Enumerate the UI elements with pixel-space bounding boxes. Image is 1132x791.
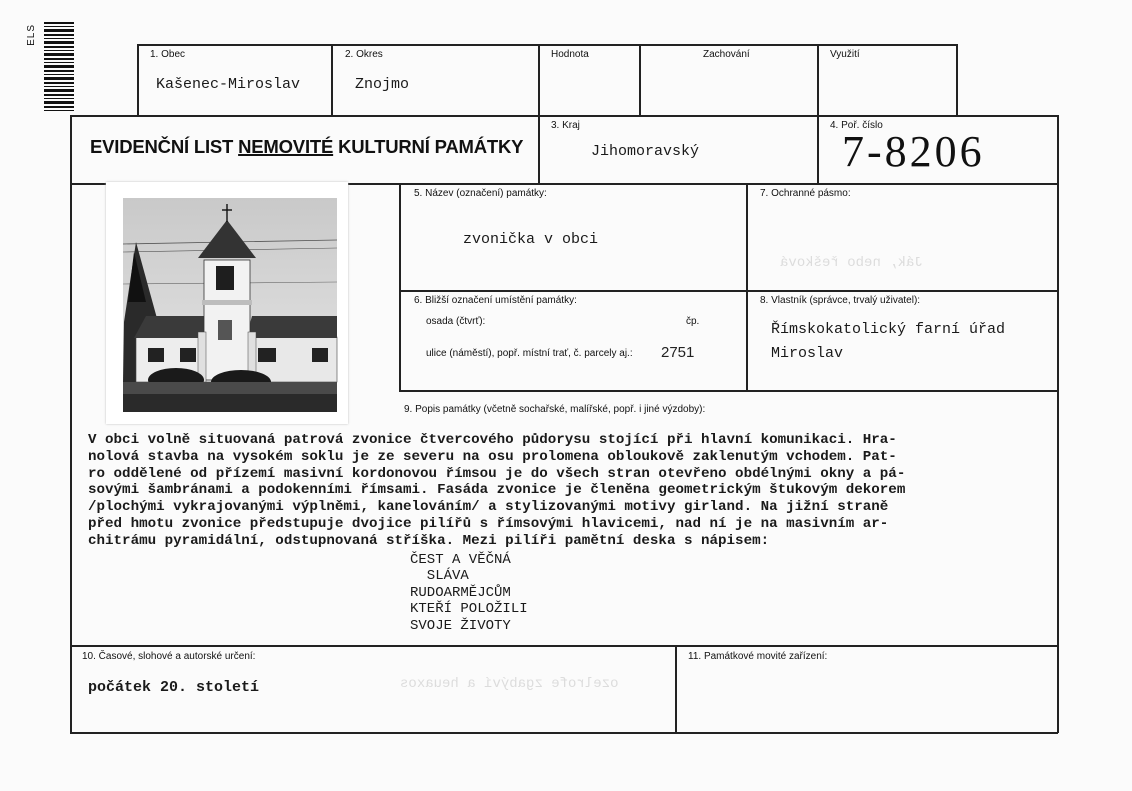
ulice-label: ulice (náměstí), popř. místní trať, č. parcely aj.: bbox=[426, 348, 633, 359]
kraj-value: Jihomoravský bbox=[591, 143, 700, 160]
title-part-2: NEMOVITÉ bbox=[238, 136, 334, 157]
osada-label: osada (čtvrť): bbox=[426, 316, 486, 327]
por-cislo-value: 7-8206 bbox=[842, 127, 985, 176]
rule bbox=[639, 44, 641, 115]
rule bbox=[675, 645, 677, 733]
rule bbox=[70, 115, 1058, 117]
popis-line: před hmotu zvonice předstupuje dvojice pilířů s římsovými hlavicemi, nad ní je na masivním ar- bbox=[88, 515, 889, 532]
umisteni-label: 6. Bližší označení umístění památky: bbox=[414, 295, 577, 306]
rule bbox=[956, 44, 958, 115]
zachovani-label: Zachování bbox=[703, 49, 750, 60]
rule bbox=[331, 44, 333, 115]
obec-value: Kašenec-Miroslav bbox=[156, 76, 301, 93]
title-part-1: EVIDENČNÍ LIST bbox=[90, 136, 239, 157]
side-code: ELS bbox=[26, 24, 37, 46]
ochranne-pasmo-label: 7. Ochranné pásmo: bbox=[760, 188, 851, 199]
cp-label: čp. bbox=[686, 316, 700, 327]
vlastnik-line-1: Římskokatolický farní úřad bbox=[771, 321, 1006, 338]
inscription-line: RUDOARMĚJCŮM bbox=[410, 584, 511, 601]
inscription-line: SVOJE ŽIVOTY bbox=[410, 617, 511, 634]
popis-line: ro oddělené od přízemí masivní kordonovou římsou je do všech stran otevřeno obdélnými okny a pá- bbox=[88, 465, 906, 482]
vyuziti-label: Využití bbox=[830, 49, 860, 60]
inscription-line: KTEŘÍ POLOŽILI bbox=[410, 601, 528, 618]
popis-text bbox=[88, 432, 1048, 550]
nazev-label: 5. Název (označení) památky: bbox=[414, 188, 547, 199]
monument-photo bbox=[106, 182, 348, 424]
rule bbox=[137, 44, 139, 115]
vlastnik-line-2: Miroslav bbox=[771, 345, 844, 362]
rule bbox=[746, 183, 748, 391]
rule bbox=[70, 732, 1058, 734]
kraj-label: 3. Kraj bbox=[551, 120, 580, 131]
hodnota-label: Hodnota bbox=[551, 49, 589, 60]
movite-label: 11. Památkové movité zařízení: bbox=[688, 651, 828, 662]
inscription-line: SLÁVA bbox=[410, 568, 469, 585]
okres-label: 2. Okres bbox=[345, 49, 383, 60]
belfry-photo-image bbox=[106, 182, 348, 424]
rule bbox=[70, 645, 1058, 647]
rule bbox=[399, 290, 1058, 292]
rule bbox=[399, 390, 1058, 392]
inscription bbox=[410, 552, 528, 634]
popis-line: sovými šambránami a podokenními římsami. Fasáda zvonice je členěna geometrickým štukovým dekorem bbox=[88, 482, 906, 499]
okres-value: Znojmo bbox=[355, 76, 410, 93]
rule bbox=[817, 44, 819, 184]
popis-line: chitrámu pyramidální, odstupnovaná stříška. Mezi pilíři pamětní deska s nápisem: bbox=[88, 532, 770, 549]
inscription-line: ČEST A VĚČNÁ bbox=[410, 552, 511, 568]
form-title bbox=[90, 136, 523, 158]
popis-label: 9. Popis památky (včetně sochařské, malířské, popř. i jiné výzdoby): bbox=[404, 404, 706, 415]
popis-line: nolová stavba na vysokém soklu je ze severu na osu prolomena obloukově zaklenutým vchodem. Pat- bbox=[88, 448, 897, 465]
title-part-3: KULTURNÍ PAMÁTKY bbox=[333, 136, 524, 157]
obec-label: 1. Obec bbox=[150, 49, 186, 60]
rule bbox=[538, 44, 540, 184]
bleed-through-text: ozelrofe zgabýví a heuaxos bbox=[400, 676, 619, 692]
por-cislo-label: 4. Poř. číslo bbox=[830, 120, 883, 131]
bleed-through-text: Ják, nebo řešková bbox=[780, 255, 923, 271]
casove-label: 10. Časové, slohové a autorské určení: bbox=[82, 651, 256, 662]
nazev-value: zvonička v obci bbox=[463, 231, 599, 248]
vlastnik-label: 8. Vlastník (správce, trvalý uživatel): bbox=[760, 295, 921, 306]
rule bbox=[137, 44, 957, 46]
barcode bbox=[44, 22, 74, 112]
casove-value: počátek 20. století bbox=[88, 679, 260, 696]
rule bbox=[399, 183, 401, 391]
popis-line: /plochými vykrajovanými výplněmi, kanelováním/ a stylizovanými motivy girland. Na jižní straně bbox=[88, 499, 889, 516]
rule bbox=[1057, 115, 1059, 733]
parcela-value: 2751 bbox=[661, 344, 695, 361]
rule bbox=[70, 115, 72, 733]
popis-line: V obci volně situovaná patrová zvonice čtvercového půdorysu stojící při hlavní komunikaci. Hra- bbox=[88, 432, 897, 448]
